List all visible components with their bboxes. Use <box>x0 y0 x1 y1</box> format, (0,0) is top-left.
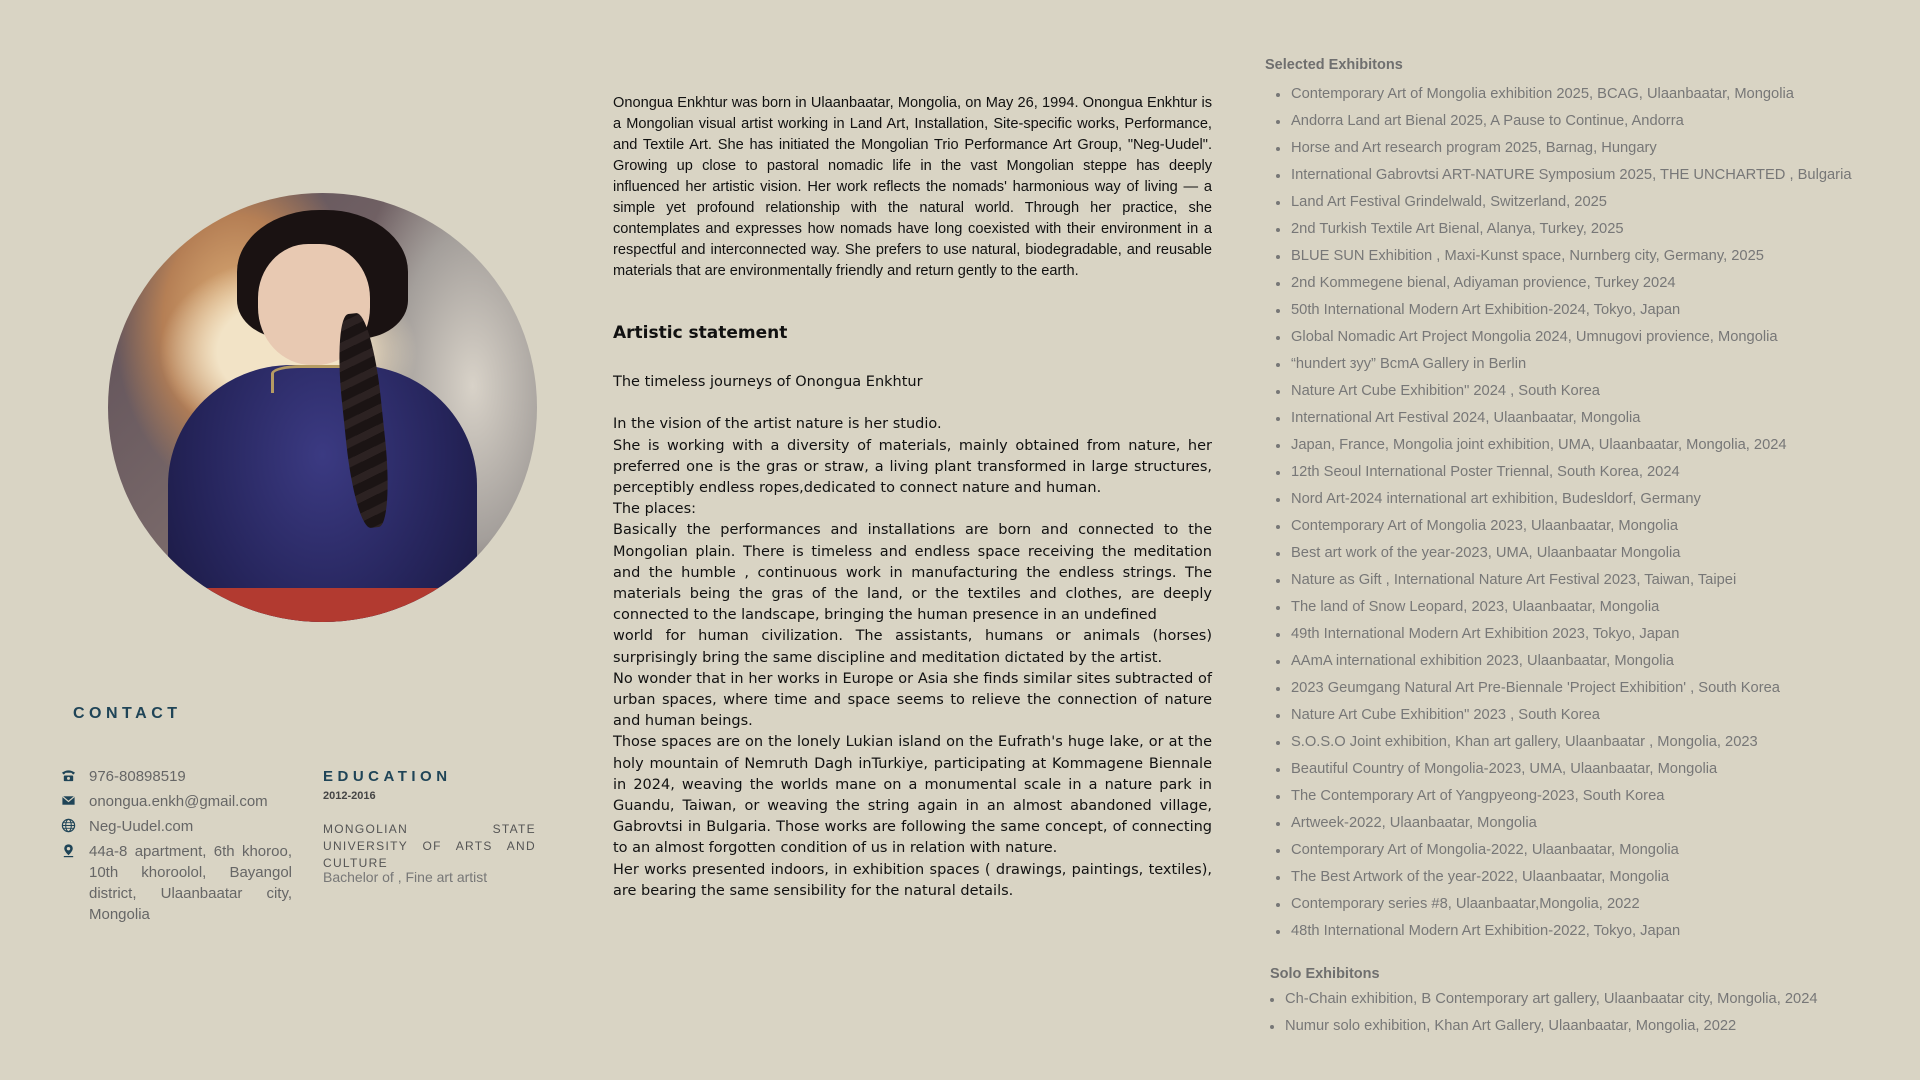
list-item: 2023 Geumgang Natural Art Pre-Biennale 'Project Exhibition' , South Korea <box>1271 675 1852 702</box>
education-degree: Bachelor of , Fine art artist <box>323 869 488 885</box>
list-item: BLUE SUN Exhibition , Maxi-Kunst space, Nurnberg city, Germany, 2025 <box>1271 243 1852 270</box>
list-item: The land of Snow Leopard, 2023, Ulaanbaatar, Mongolia <box>1271 594 1852 621</box>
list-item: The Best Artwork of the year-2022, Ulaanbaatar, Mongolia <box>1271 864 1852 891</box>
contact-phone[interactable]: 976-80898519 <box>89 768 186 785</box>
contact-email[interactable]: onongua.enkh@gmail.com <box>89 793 268 810</box>
statement-body <box>613 372 1212 902</box>
list-item: Land Art Festival Grindelwald, Switzerland, 2025 <box>1271 189 1852 216</box>
portrait-robe <box>168 365 477 622</box>
solo-exhibitions-heading: Solo Exhibitons <box>1270 966 1380 982</box>
list-item: International Gabrovtsi ART-NATURE Symposium 2025, THE UNCHARTED , Bulgaria <box>1271 162 1852 189</box>
statement-paragraph: No wonder that in her works in Europe or Asia she finds similar sites subtracted of urban spaces, where time and space seems to relieve the connection of nature and human beings. <box>613 670 1212 730</box>
selected-exhibitions-heading: Selected Exhibitons <box>1265 57 1403 73</box>
list-item: AAmA international exhibition 2023, Ulaanbaatar, Mongolia <box>1271 648 1852 675</box>
list-item: Nord Art-2024 international art exhibition, Budesldorf, Germany <box>1271 486 1852 513</box>
list-item: 12th Seoul International Poster Triennal, South Korea, 2024 <box>1271 459 1852 486</box>
statement-paragraph: She is working with a diversity of materials, mainly obtained from nature, her preferred one is the gras or straw, a living plant transformed in large structures, perceptibly endless ropes,dedicated to connect nature and human. <box>613 437 1212 496</box>
statement-subtitle: The timeless journeys of Onongua Enkhtur <box>613 374 923 390</box>
list-item: “hundert зуу” BcmA Gallery in Berlin <box>1271 351 1852 378</box>
list-item: Andorra Land art Bienal 2025, A Pause to Continue, Andorra <box>1271 108 1852 135</box>
portrait-sash <box>202 588 442 622</box>
list-item: The Contemporary Art of Yangpyeong-2023, South Korea <box>1271 783 1852 810</box>
list-item: S.O.S.O Joint exhibition, Khan art gallery, Ulaanbaatar , Mongolia, 2023 <box>1271 729 1852 756</box>
list-item: Contemporary Art of Mongolia 2023, Ulaanbaatar, Mongolia <box>1271 513 1852 540</box>
list-item: 50th International Modern Art Exhibition-2024, Tokyo, Japan <box>1271 297 1852 324</box>
statement-paragraph: The places: <box>613 501 697 518</box>
list-item: Beautiful Country of Mongolia-2023, UMA, Ulaanbaatar, Mongolia <box>1271 756 1852 783</box>
list-item: Artweek-2022, Ulaanbaatar, Mongolia <box>1271 810 1852 837</box>
statement-paragraph: Her works presented indoors, in exhibition spaces ( drawings, paintings, textiles), are bearing the same sensibility for the natural details. <box>613 861 1212 899</box>
list-item: 2nd Turkish Textile Art Bienal, Alanya, Turkey, 2025 <box>1271 216 1852 243</box>
solo-exhibitions-list <box>1265 986 1818 1040</box>
list-item: Global Nomadic Art Project Mongolia 2024, Umnugovi provience, Mongolia <box>1271 324 1852 351</box>
list-item: International Art Festival 2024, Ulaanbaatar, Mongolia <box>1271 405 1852 432</box>
contact-website[interactable]: Neg-Uudel.com <box>89 818 194 835</box>
education-heading: EDUCATION <box>323 768 452 785</box>
list-item: Numur solo exhibition, Khan Art Gallery, Ulaanbaatar, Mongolia, 2022 <box>1265 1013 1818 1040</box>
contact-list <box>58 766 292 929</box>
globe-icon <box>58 816 78 833</box>
contact-phone-row <box>58 766 292 787</box>
list-item: 48th International Modern Art Exhibition-2022, Tokyo, Japan <box>1271 918 1852 945</box>
contact-address-row <box>58 841 292 925</box>
list-item: Nature as Gift , International Nature Art Festival 2023, Taiwan, Taipei <box>1271 567 1852 594</box>
statement-paragraph: Those spaces are on the lonely Lukian island on the Eufrath's huge lake, or at the holy mountain of Nemruth Dagh inTurkiye, participating at Kommagene Biennale in 2024, weaving the worlds mane on a monumental scale in a nature park in Guandu, Taiwan, or weaving the string again in an almost abandoned village, Gabrovtsi in Bulgaria. Those works are following the same concept, of connecting to an almost forgotten condition of us in relation with nature. <box>613 734 1212 857</box>
artist-portrait <box>108 193 537 622</box>
list-item: Ch-Chain exhibition, B Contemporary art gallery, Ulaanbaatar city, Mongolia, 2024 <box>1265 986 1818 1013</box>
list-item: 2nd Kommegene bienal, Adiyaman provience, Turkey 2024 <box>1271 270 1852 297</box>
statement-paragraph: world for human civilization. The assistants, humans or animals (horses) surprisingly bring the same discipline and meditation dictated by the artist. <box>613 628 1212 666</box>
statement-heading: Artistic statement <box>613 323 788 343</box>
contact-website-row <box>58 816 292 837</box>
contact-email-row <box>58 791 292 812</box>
list-item: Nature Art Cube Exhibition" 2024 , South Korea <box>1271 378 1852 405</box>
list-item: Nature Art Cube Exhibition" 2023 , South Korea <box>1271 702 1852 729</box>
contact-address: 44a-8 apartment, 6th khoroo, 10th khoroolol, Bayangol district, Ulaanbaatar city, Mongolia <box>89 843 292 923</box>
list-item: Contemporary series #8, Ulaanbaatar,Mongolia, 2022 <box>1271 891 1852 918</box>
list-item: Best art work of the year-2023, UMA, Ulaanbaatar Mongolia <box>1271 540 1852 567</box>
artist-bio: Onongua Enkhtur was born in Ulaanbaatar, Mongolia, on May 26, 1994. Onongua Enkhtur is a Mongolian visual artist working in Land Art, Installation, Site-specific works, Performance, and Textile Art. She has initiated the Mongolian Trio Performance Art Group, "Neg-Uudel". Growing up close to pastoral nomadic life in the vast Mongolian steppe has deeply influenced her artistic vision. Her work reflects the nomads' harmonious way of living — a simple yet profound relationship with the natural world. Through her practice, she contemplates and expresses how nomads have long coexisted with their environment in a respectful and interconnected way. She prefers to use natural, biodegradable, and reusable materials that are environmentally friendly and return gently to the earth. <box>613 95 1212 279</box>
statement-paragraph: In the vision of the artist nature is her studio. <box>613 416 942 433</box>
list-item: Contemporary Art of Mongolia exhibition 2025, BCAG, Ulaanbaatar, Mongolia <box>1271 81 1852 108</box>
list-item: 49th International Modern Art Exhibition 2023, Tokyo, Japan <box>1271 621 1852 648</box>
list-item: Contemporary Art of Mongolia-2022, Ulaanbaatar, Mongolia <box>1271 837 1852 864</box>
mail-icon <box>58 791 78 808</box>
education-years: 2012-2016 <box>323 790 376 802</box>
education-school: MONGOLIAN STATE UNIVERSITY OF ARTS AND CULTURE <box>323 822 536 870</box>
statement-paragraph: Basically the performances and installations are born and connected to the Mongolian plain. There is timeless and endless space receiving the meditation and the humble , continuous work in manufacturing the endless strings. The materials being the gras of the land, or the textiles and clothes, are deeply connected to the landscape, bringing the human presence in an undefined <box>613 522 1212 624</box>
statement-spacer <box>613 393 1212 414</box>
contact-heading: CONTACT <box>73 705 182 722</box>
selected-exhibitions-list <box>1271 81 1852 945</box>
location-pin-icon <box>58 841 78 858</box>
list-item: Horse and Art research program 2025, Barnag, Hungary <box>1271 135 1852 162</box>
list-item: Japan, France, Mongolia joint exhibition, UMA, Ulaanbaatar, Mongolia, 2024 <box>1271 432 1852 459</box>
phone-icon <box>58 766 78 783</box>
